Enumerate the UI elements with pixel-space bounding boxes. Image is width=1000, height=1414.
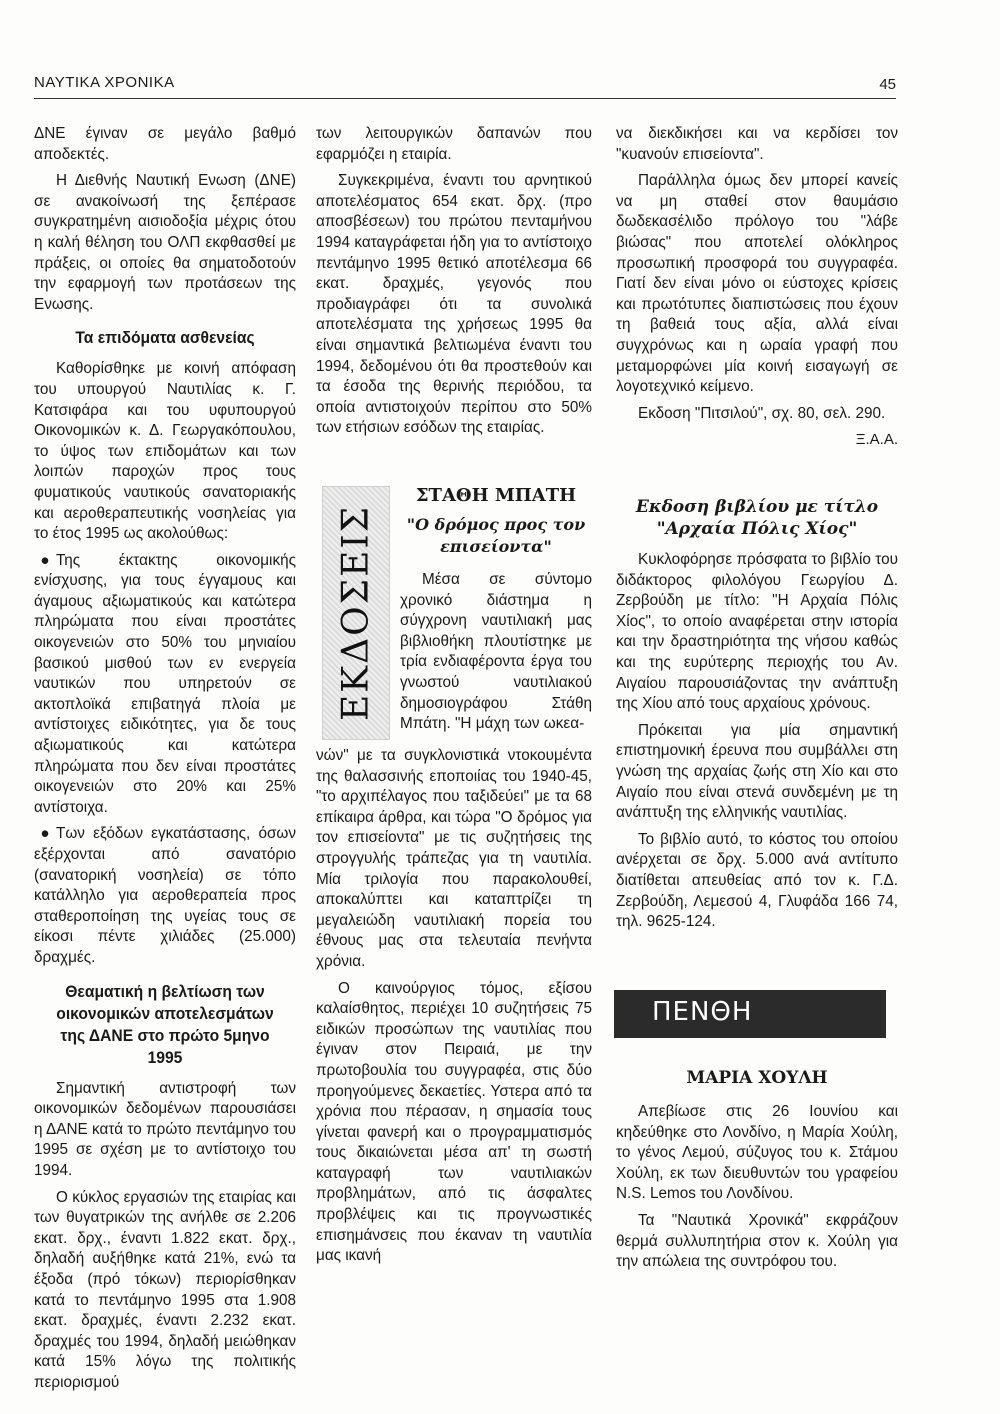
column-3-book xyxy=(616,496,898,939)
book-author: ΣΤΑΘΗ ΜΠΑΤΗ xyxy=(415,485,577,506)
column-2-bottom xyxy=(316,746,592,1273)
paragraph: Μέσα σε σύντομο χρονικό διάστημα η σύγχρονη ναυτιλιακή μας βιβλιοθήκη πλουτίστηκε με τρία ενδιαφέροντα έργα του γνωστού ναυτιλιακού δημοσιογράφου Στάθη Μπάτη. "Η μάχη των ωκεα- xyxy=(400,571,592,733)
section-tag: ΕΚΔΟΣΕΙΣ xyxy=(335,504,377,722)
obituary-banner xyxy=(614,990,886,1038)
header-rule xyxy=(34,98,896,99)
section-tag-box xyxy=(322,486,390,740)
paragraph: νών" με τα συγκλονιστικά ντοκουμέντα της θαλασσινής εποποιίας του 1940-45, "το αρχιπέλαγος που ταξιδεύει" με τα 68 επίκαιρα άρθρα, και τώρα "Ο δρόμος για τον επισείοντα" με τις συζητήσεις της στρογγυλής τράπεζας για τη ναυτιλία. Μία τριλογία που παρακολουθεί, αποκαλύπτει και καταπτρίζει τη μεγαλειώδη ναυτιλιακή πορεία του έθνους μας στα τελευταία πενήντα χρόνια. xyxy=(316,747,592,970)
page-number: 45 xyxy=(879,76,896,93)
paragraph: Απεβίωσε στις 26 Ιουνίου και κηδεύθηκε στο Λονδίνο, η Μαρία Χούλη, το γένος Λεμού, σύζυγος του κ. Στάμου Χούλη, εκ των διευθυντών του γραφείου N.S. Lemos του Λονδίνου. xyxy=(616,1103,898,1203)
paragraph: Καθορίσθηκε με κοινή απόφαση του υπουργού Ναυτιλίας κ. Γ. Κατσιφάρα και του υφυπουργού Οικονομικών κ. Δ. Γεωργακόπουλου, το ύψος των επιδομάτων και των λοιπών παροχών προς τους φυματικούς ναυτικούς σανατοριακής και αεροθεραπευτικής νοσηλείας για το έτος 1995 ως ακολούθως: xyxy=(34,360,296,543)
column-1 xyxy=(34,124,296,1399)
paragraph: Η Διεθνής Ναυτική Ενωση (ΔΝΕ) σε ανακοίνωσή της ξεπέρασε συγκρατημένη αισιοδοξία μέχρις ότου η καλή θέληση του ΟΛΠ εκφθασθεί με πράξεις, οι οποίες θα σηματοδοτούν την εφαρμογή των προτάσεων της Ενωσης. xyxy=(34,172,296,313)
book-title: "Ο δρόμος προς τον επισείοντα" xyxy=(406,515,586,556)
paragraph: των λειτουργικών δαπανών που εφαρμόζει η εταιρία. xyxy=(316,125,592,163)
page-header xyxy=(34,70,896,100)
obituary-name: ΜΑΡΙΑ ΧΟΥΛΗ xyxy=(686,1068,828,1088)
column-2-top xyxy=(316,124,592,445)
paragraph: Σημαντική αντιστροφή των οικονομικών δεδομένων παρουσιάσει η ΔΑΝΕ κατά το πρώτο πεντάμηνο του 1995 σε σχέση με το αντίστοιχο του 1994. xyxy=(34,1079,296,1179)
section-heading: Τα επιδόματα ασθενείας xyxy=(75,328,255,348)
column-3-top xyxy=(616,124,898,451)
paragraph: Συγκεκριμένα, έναντι του αρνητικού αποτελέσματος 654 εκατ. δρχ. (προ αποσβέσεων) του πρώτου πενταμήνου 1994 καταγράφεται ήδη για το αντίστοιχο πεντάμηνο 1995 θετικό αποτέλεσμα 66 εκατ. δραχμές, γεγονός που προδιαγράφει ότι τα συνολικά αποτελέσματα της χρήσεως 1995 θα είναι σημαντικά βελτιωμένα έναντι του 1994, δεδομένου ότι θα προστεθούν και τα έσοδα της θερινής περιόδου, τα οποία αντιστοιχούν περίπου στο 50% των ετήσιων εσόδων της εταιρίας. xyxy=(316,172,592,437)
paragraph: Πρόκειται για μία σημαντική επιστημονική έρευνα που συμβάλλει στη γνώση της αρχαίας ζωής στη Χίο και στο Αιγαίο που είναι στενά συνδεμένη με τη ανάπτυξη της ελληνικής ναυτιλίας. xyxy=(616,721,898,822)
paragraph: Κυκλοφόρησε πρόσφατα το βιβλίο του διδάκτορος φιλολόγου Γεωργίου Δ. Ζερβούδη με τίτλο: "Η Αρχαία Πόλις Χίος", το οποίο αναφέρεται στην ιστορία και την δραστηριότητα της νήσου καθώς και της ευρύτερης περιοχής του Αν. Αιγαίου παρουσιάζοντας την ανάπτυξη της Χίου από τους αρχαίους χρόνους. xyxy=(616,551,898,713)
article-heading: Εκδοση βιβλίου με τίτλο "Αρχαία Πόλις Χίος" xyxy=(635,497,879,539)
bullet-icon: ● xyxy=(40,551,50,569)
obituary-banner-label: ΠΕΝΘΗ xyxy=(652,997,753,1027)
bullet-icon: ● xyxy=(40,825,50,843)
section-heading: Θεαματική η βελτίωση των οικονομικών αποτελεσμάτων της ΔΑΝΕ στο πρώτο 5μηνο 1995 xyxy=(56,981,274,1067)
bullet-item: ● Των εξόδων εγκατάστασης, όσων εξέρχονται από σανατόριο (σανατορική νοσηλεία) σε τόπο κατάλληλο για αεροθεραπεία προς σταθεροποίηση της υγείας τους σε είκοσι πέντε χιλιάδες (25.000) δραχμές. xyxy=(34,825,296,966)
author-initials: Ξ.Α.Α. xyxy=(855,431,898,449)
paragraph: να διεκδικήσει και να κερδίσει τον "κυανούν επισείοντα". xyxy=(616,125,898,163)
paragraph: Εκδοση "Πιτσιλού", σχ. 80, σελ. 290. xyxy=(638,404,886,422)
paragraph: Ο καινούργιος τόμος, εξίσου καλαίσθητος, περιέχει 10 συζητήσεις 75 ειδικών προσώπων της ναυτιλίας που έγιναν στον Πειραιά, με την πρωτοβουλία του συγγραφέα, στις δύο προηγούμενες δεκαετίες. Υστερα από τα χρόνια που πέρασαν, η σημασία τους γίνεται φανερή και ο προγραμματισμός τους δικαιώνεται μέσα απ' τη σωστή καταγραφή των ναυτιλιακών προβλημάτων, από τις άσφαλτες προβλέψεις και τις προγνωστικές επισημάνσεις που έκαναν τη ναυτιλία μας ικανή xyxy=(316,979,592,1265)
magazine-title: ΝΑΥΤΙΚΑ ΧΡΟΝΙΚΑ xyxy=(34,74,175,91)
column-3-obituary xyxy=(616,1066,898,1279)
bullet-item: ● Της έκτακτης οικονομικής ενίσχυσης, για τους έγγαμους και άγαμους αξιωματικούς και κατώτερα πληρώματα που είναι προστάτες οικογενειών στο 50% του μηνιαίου βασικού μισθού των εν ενεργεία ναυτικών που υπηρετούν σε ακτοπλοϊκά επιβατηγά πλοία με αντίστοιχες ειδικότητες, για δε τους αξιωματικούς και κατώτερα πληρώματα που δεν είναι προστάτες οικογενειών στο 20% και 25% αντίστοιχα. xyxy=(34,551,296,816)
column-2-book xyxy=(400,484,592,741)
paragraph: Τα "Ναυτικά Χρονικά" εκφράζουν θερμά συλλυπητήρια στον κ. Χούλη για την απώλεια της συντρόφου του. xyxy=(616,1211,898,1271)
paragraph: Παράλληλα όμως δεν μπορεί κανείς να μη σταθεί στον θαυμάσιο δωδεκασέλιδο πρόλογο του "λάβε βιώσας" που αποτελεί ολόκληρος προσωπική προσφορά του συγγραφέα. Γιατί δεν είναι μόνο οι εύστοχες κρίσεις και πρωτότυπες διαπιστώσεις που έχουν τη βαθειά τους αξία, αλλά είναι συγχρόνως και η ωραία γραφή που μεταμορφώνει μία κοινή εισαγωγή σε λογοτεχνικό κείμενο. xyxy=(616,172,898,396)
paragraph: Το βιβλίο αυτό, το κόστος του οποίου ανέρχεται σε δρχ. 5.000 ανά αντίτυπο διατίθεται απευθείας από τον κ. Γ.Δ. Ζερβούδη, Λεμεσού 4, Γλυφάδα 166 74, τηλ. 9625-124. xyxy=(616,830,898,931)
paragraph: ΔΝΕ έγιναν σε μεγάλο βαθμό αποδεκτές. xyxy=(34,125,296,163)
paragraph: Ο κύκλος εργασιών της εταιρίας και των θυγατρικών της ανήλθε σε 2.206 εκατ. δρχ., έναντι 1.822 εκατ. δρχ., δηλαδή αυξήθηκε κατά 21%, ενώ τα έξοδα (πρό τόκων) περιορίσθηκαν κατά το πεντάμηνο 1995 στα 1.908 εκατ. δραχμές, έναντι 2.232 εκατ. δραχμές του 1994, δηλαδή μειώθηκαν κατά 15% λόγω της πολιτικής περιορισμού xyxy=(34,1188,296,1391)
